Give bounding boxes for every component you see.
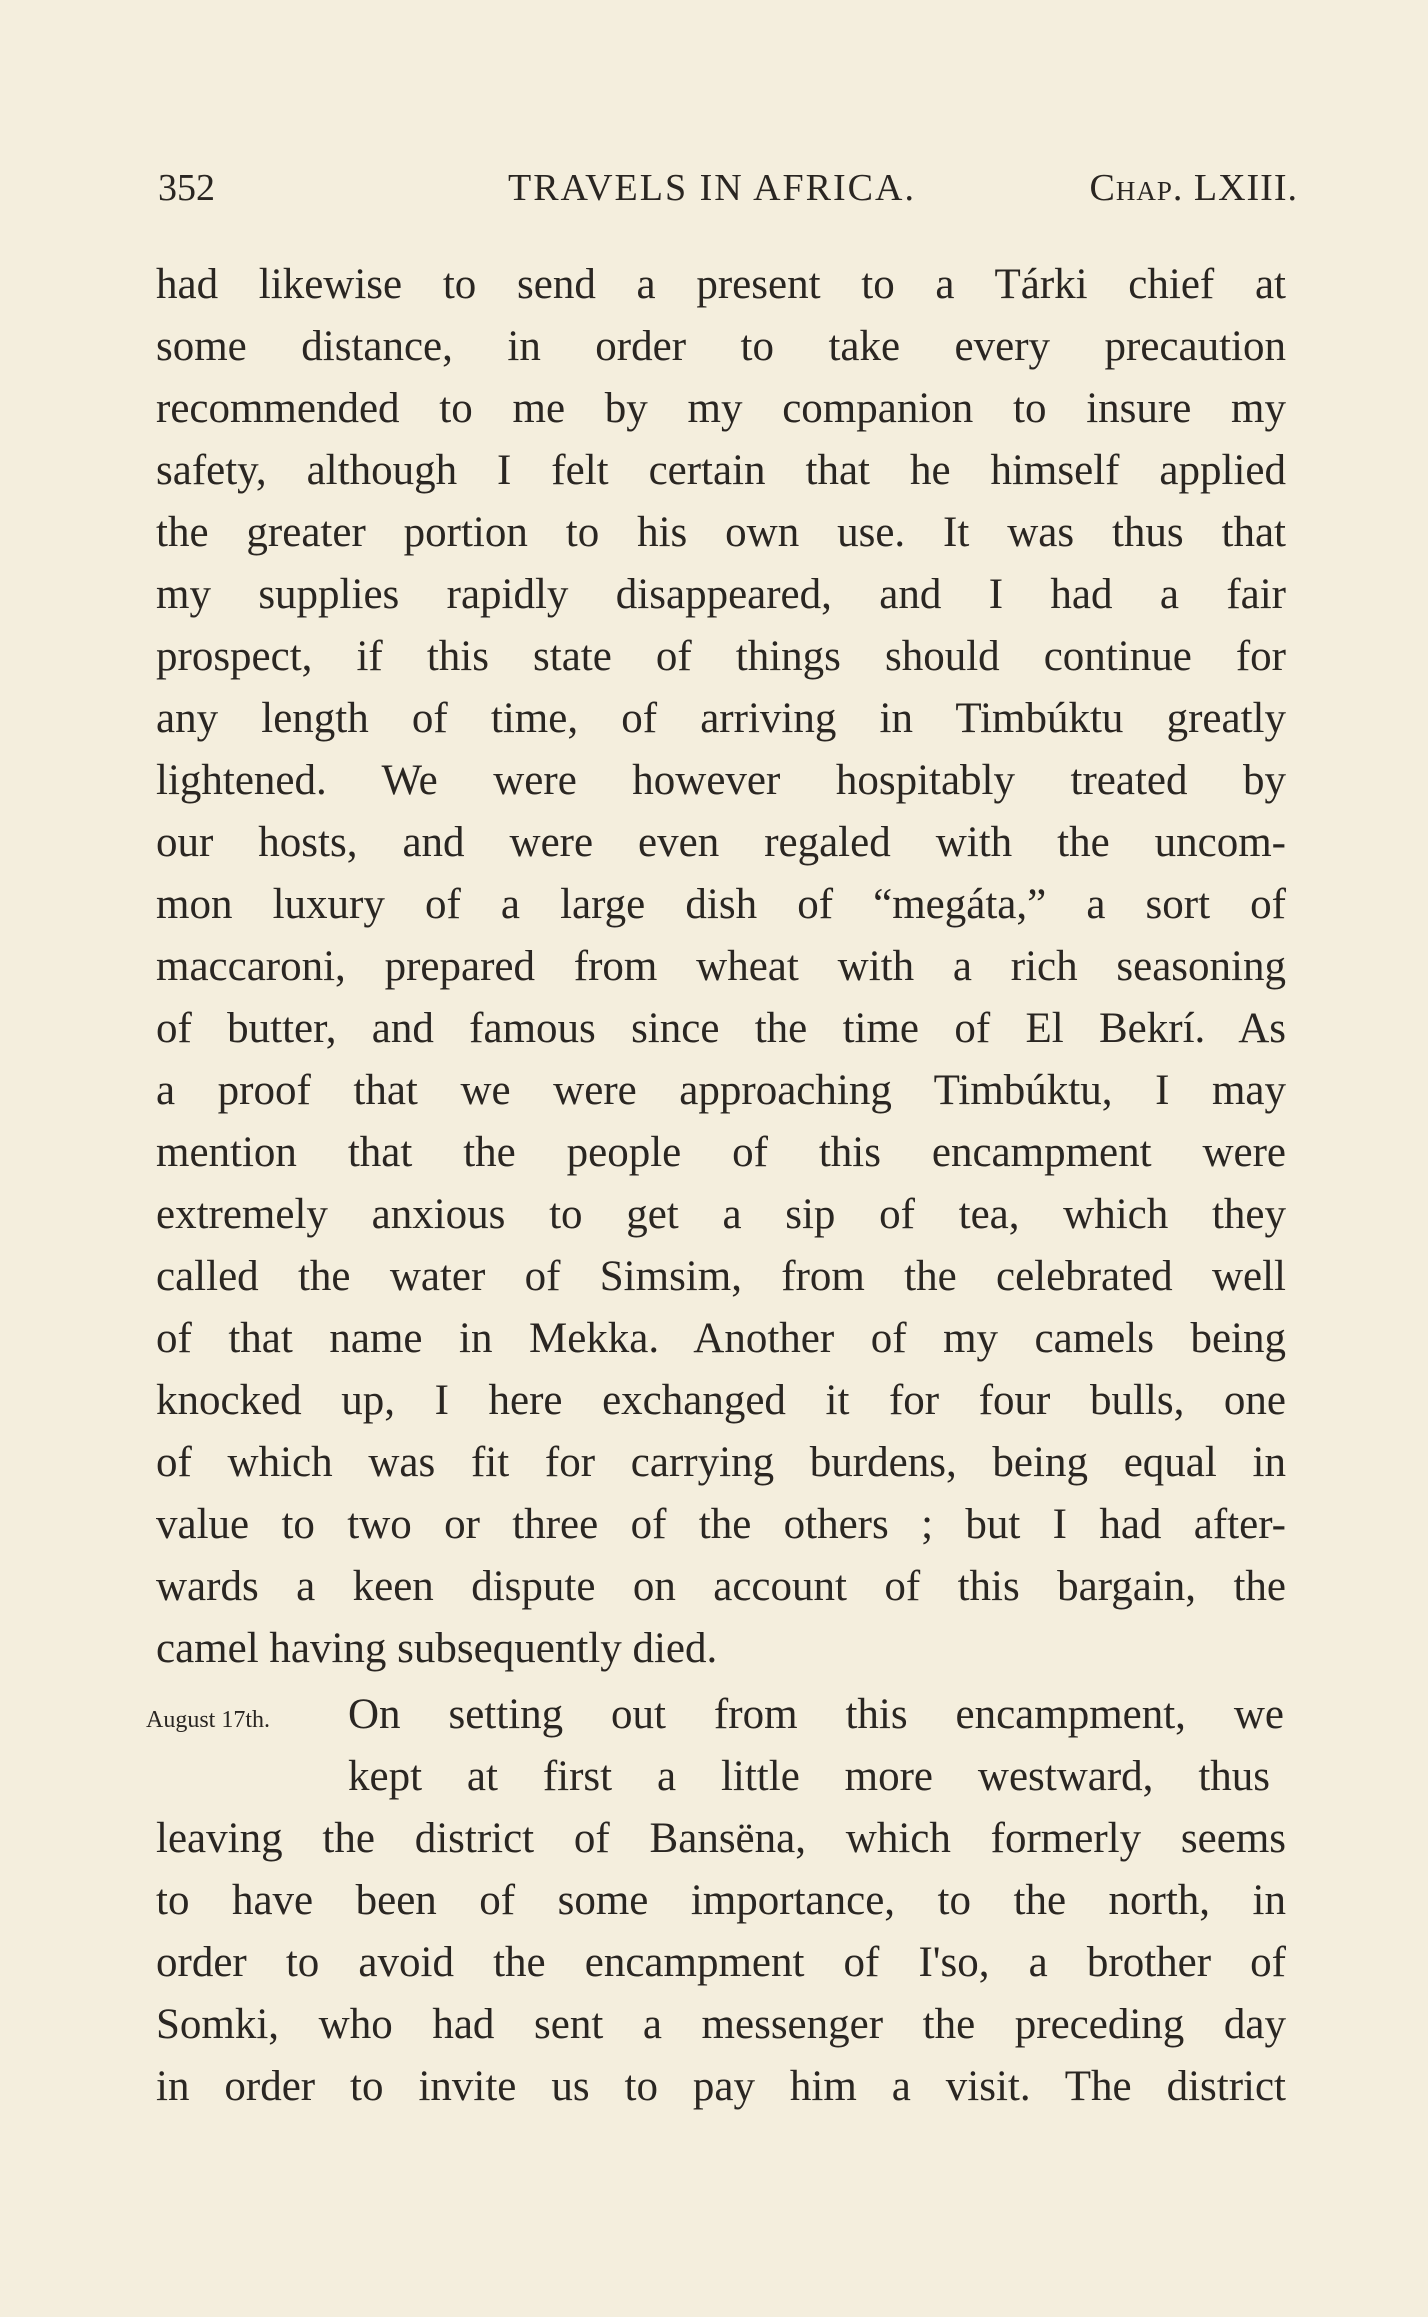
paragraph-end-line: camel having subsequently died. — [156, 1625, 718, 1672]
text-line: the greater portion to his own use. It was thus that — [156, 509, 1286, 556]
text-line: my supplies rapidly disappeared, and I had a fair — [156, 571, 1286, 618]
text-line: extremely anxious to get a sip of tea, which they — [156, 1191, 1286, 1238]
text-line: wards a keen dispute on account of this bargain, the — [156, 1563, 1286, 1610]
text-line: some distance, in order to take every precaution — [156, 323, 1286, 370]
text-line: our hosts, and were even regaled with the uncom- — [156, 819, 1286, 866]
text-line: order to avoid the encampment of I'so, a brother of — [156, 1939, 1286, 1986]
text-line: had likewise to send a present to a Tárki chief at — [156, 261, 1286, 308]
text-line: maccaroni, prepared from wheat with a rich seasoning — [156, 943, 1286, 990]
text-line: mon luxury of a large dish of “megáta,” a sort of — [156, 881, 1286, 928]
text-line: mention that the people of this encampment were — [156, 1129, 1286, 1176]
marginal-date-note: August 17th. — [146, 1707, 271, 1733]
text-line: Somki, who had sent a messenger the preceding day — [156, 2001, 1286, 2048]
text-line: kept at first a little more westward, thus — [348, 1753, 1270, 1800]
page-number: 352 — [158, 167, 215, 209]
text-line: leaving the district of Bansëna, which formerly seems — [156, 1815, 1286, 1862]
text-line: prospect, if this state of things should continue for — [156, 633, 1286, 680]
text-line: of which was fit for carrying burdens, being equal in — [156, 1439, 1286, 1486]
text-line: called the water of Simsim, from the celebrated well — [156, 1253, 1286, 1300]
chapter-label: Chap. LXIII. — [1089, 167, 1298, 209]
text-line: in order to invite us to pay him a visit. The district — [156, 2063, 1286, 2110]
running-header — [158, 163, 1298, 213]
text-line: recommended to me by my companion to insure my — [156, 385, 1286, 432]
text-line: lightened. We were however hospitably treated by — [156, 757, 1286, 804]
text-line: value to two or three of the others ; but I had after- — [156, 1501, 1286, 1548]
text-line: of butter, and famous since the time of El Bekrí. As — [156, 1005, 1286, 1052]
text-line: of that name in Mekka. Another of my camels being — [156, 1315, 1286, 1362]
text-line: safety, although I felt certain that he himself applied — [156, 447, 1286, 494]
running-title: TRAVELS IN AFRICA. — [508, 167, 916, 209]
paragraph-start-line: On setting out from this encampment, we — [348, 1691, 1284, 1738]
text-line: any length of time, of arriving in Timbúktu greatly — [156, 695, 1286, 742]
text-line: a proof that we were approaching Timbúktu, I may — [156, 1067, 1286, 1114]
text-line: knocked up, I here exchanged it for four bulls, one — [156, 1377, 1286, 1424]
text-line: to have been of some importance, to the north, in — [156, 1877, 1286, 1924]
